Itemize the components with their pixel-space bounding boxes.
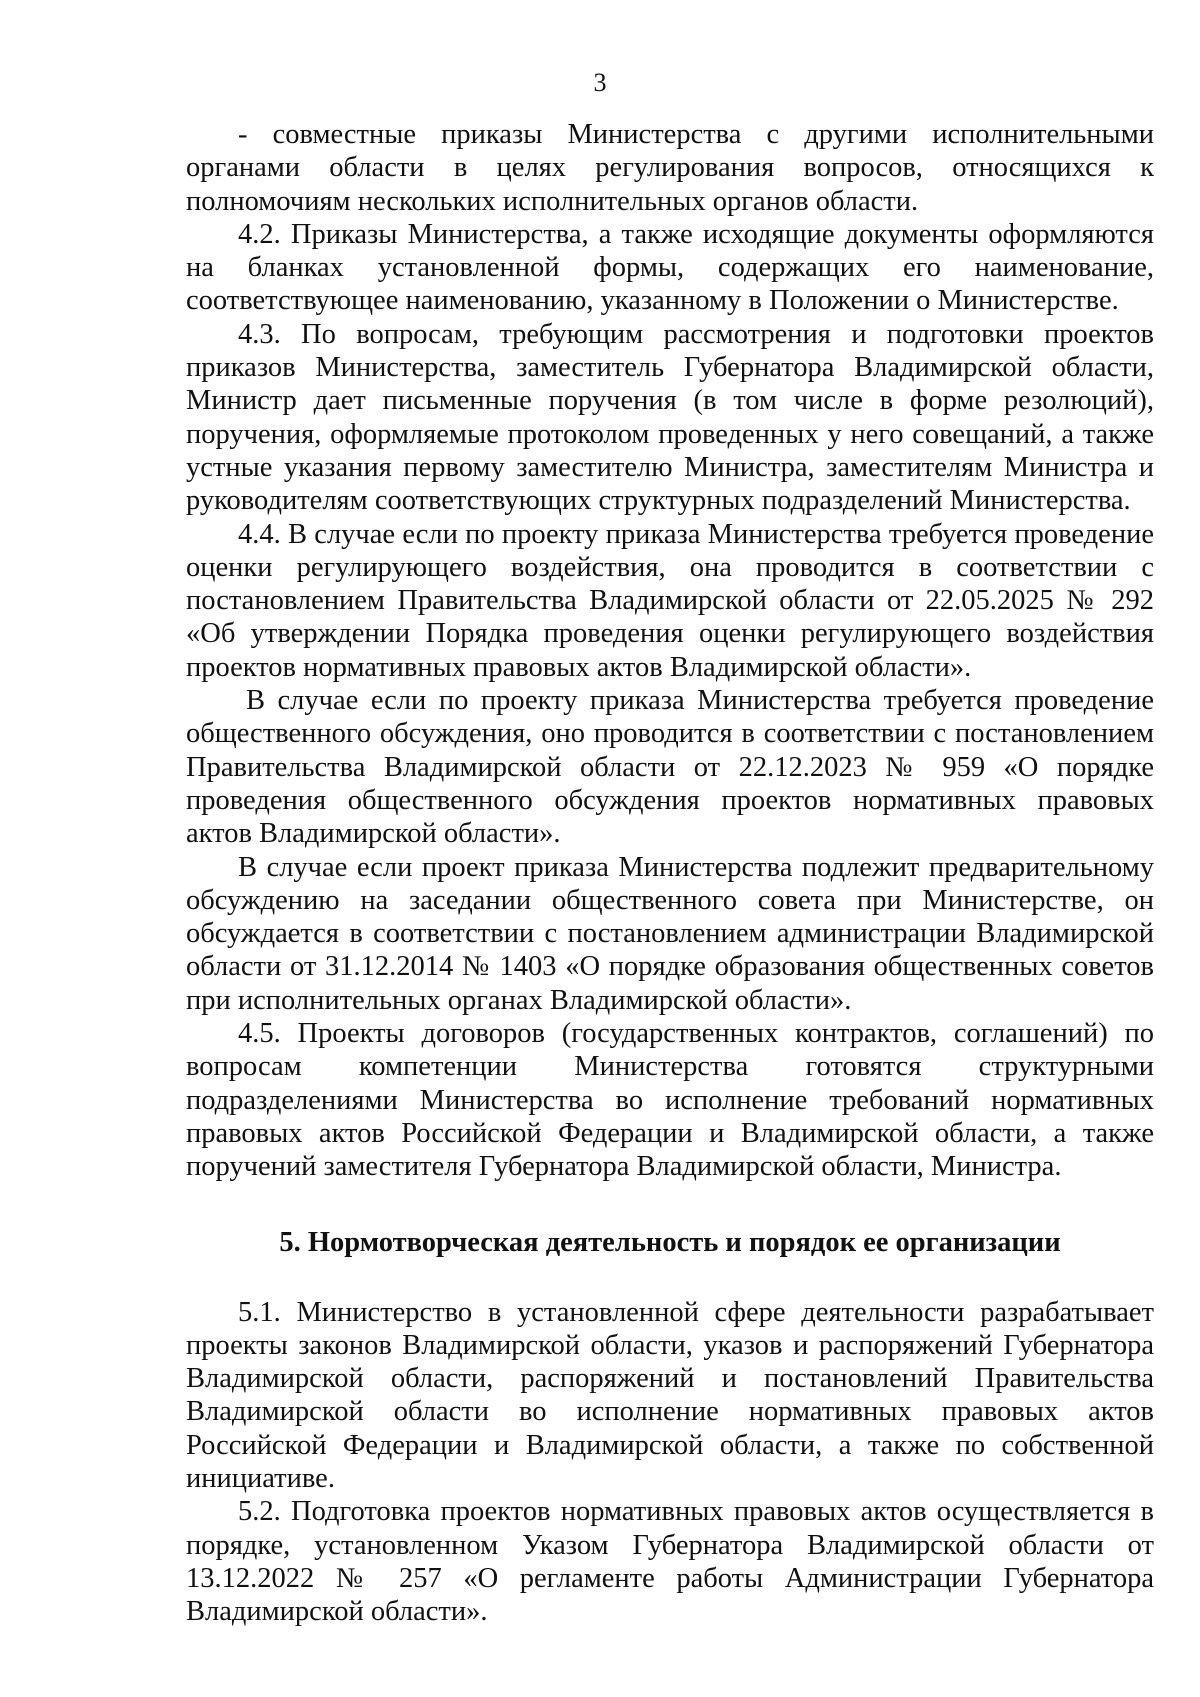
section-5-heading: 5. Нормотворческая деятельность и порядок ее организации <box>279 1226 1061 1258</box>
paragraph-5-1: 5.1. Министерство в установленной сфере деятельности разрабатывает проекты законов Владимирской области, указов и распоряжений Губернатора Владимирской области, распоряжений и постановлений Правительства Владимирской области во исполнение нормативных правовых актов Российской Федерации и Владимирской области, а также по собственной инициативе. <box>186 1296 1154 1494</box>
paragraph-joint-orders: - совместные приказы Министерства с другими исполнительными органами области в целях регулирования вопросов, относящихся к полномочиям нескольких исполнительных органов области. <box>186 119 1154 217</box>
paragraph-5-2: 5.2. Подготовка проектов нормативных правовых актов осуществляется в порядке, установленном Указом Губернатора Владимирской области от 13.12.2022 № 257 «О регламенте работы Администрации Губернатора Владимирской области». <box>186 1496 1154 1628</box>
paragraph-4-5: 4.5. Проекты договоров (государственных контрактов, соглашений) по вопросам компетенции Министерства готовятся структурными подразделениями Министерства во исполнение требований нормативных правовых актов Российской Федерации и Владимирской области, а также поручений заместителя Губернатора Владимирской области, Министра. <box>186 1018 1154 1183</box>
document-body <box>186 118 1154 1628</box>
paragraph-4-2: 4.2. Приказы Министерства, а также исходящие документы оформляются на бланках установленной формы, содержащих его наименование, соответствующее наименованию, указанному в Положении о Министерстве. <box>186 218 1154 317</box>
paragraph-public-discussion: В случае если по проекту приказа Министерства требуется проведение общественного обсуждения, оно проводится в соответствии с постановлением Правительства Владимирской области от 22.12.2023 № 959 «О порядке проведения общественного обсуждения проектов нормативных правовых актов Владимирской области». <box>186 685 1154 850</box>
paragraph-public-council: В случае если проект приказа Министерства подлежит предварительному обсуждению на заседании общественного совета при Министерстве, он обсуждается в соответствии с постановлением администрации Владимирской области от 31.12.2014 № 1403 «О порядке образования общественных советов при исполнительных органах Владимирской области». <box>186 851 1154 1016</box>
paragraph-4-3: 4.3. По вопросам, требующим рассмотрения и подготовки проектов приказов Министерства, заместитель Губернатора Владимирской области, Министр дает письменные поручения (в том числе в форме резолюций), поручения, оформляемые протоколом проведенных у него совещаний, а также устные указания первому заместителю Министра, заместителям Министра и руководителям соответствующих структурных подразделений Министерства. <box>186 318 1154 517</box>
page-number: 3 <box>593 68 607 97</box>
paragraph-4-4: 4.4. В случае если по проекту приказа Министерства требуется проведение оценки регулирующего воздействия, она проводится в соответствии с постановлением Правительства Владимирской области от 22.05.2025 № 292 «Об утверждении Порядка проведения оценки регулирующего воздействия проектов нормативных правовых актов Владимирской области». <box>186 518 1154 683</box>
